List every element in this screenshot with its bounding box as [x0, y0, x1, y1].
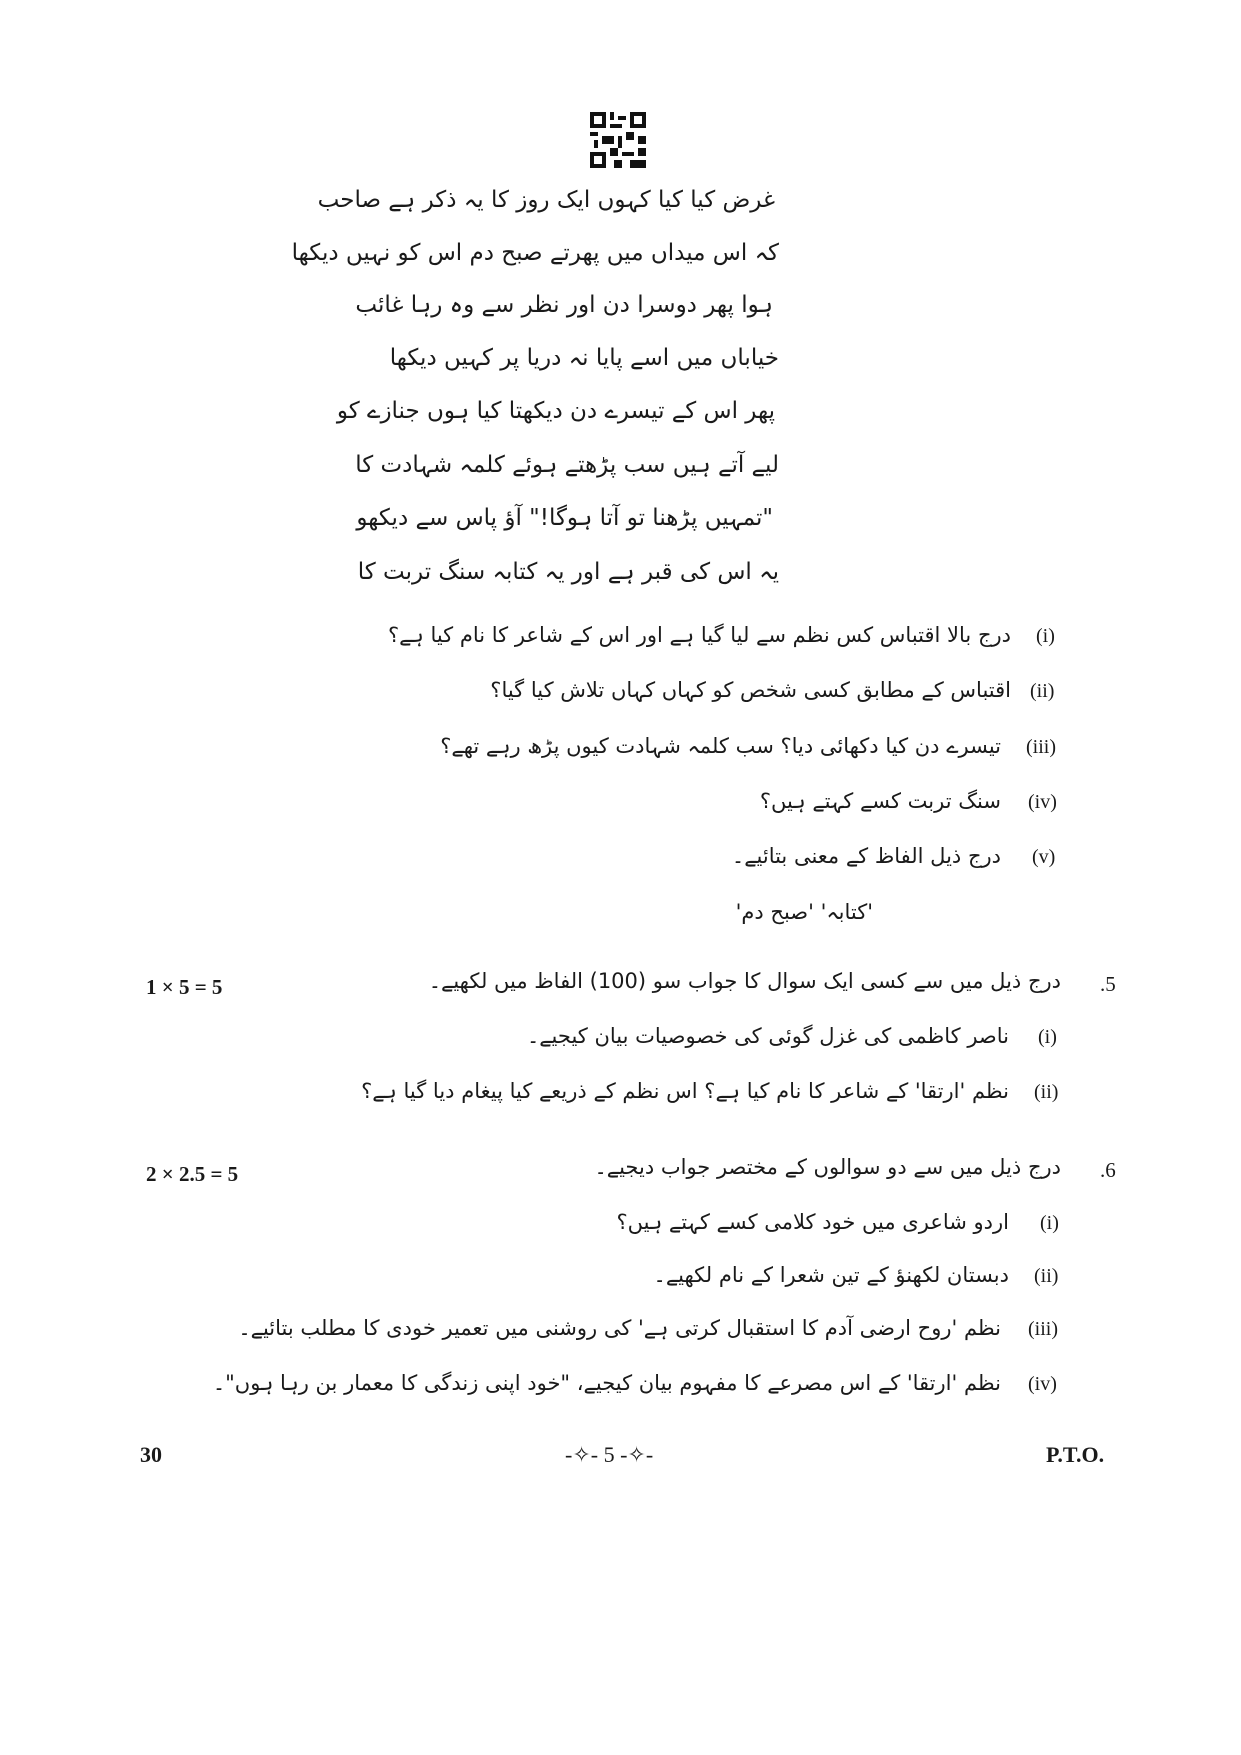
verse-line: "تمہیں پڑھنا تو آتا ہوگا!" آؤ پاس سے دیکھو	[356, 505, 773, 531]
verse-line: خیاباں میں اسے پایا نہ دریا پر کہیں دیکھا	[389, 345, 779, 371]
verse-line: غرض کیا کیا کہوں ایک روز کا یہ ذکر ہے صاحب	[317, 187, 775, 213]
marks-label: 2 × 2.5 = 5	[146, 1162, 239, 1186]
pto-label: P.T.O.	[1046, 1442, 1105, 1467]
sub-question: سنگ تربت کسے کہتے ہیں؟	[759, 789, 1001, 813]
question-number: .6	[1100, 1158, 1116, 1182]
sub-question: تیسرے دن کیا دکھائی دیا؟ سب کلمہ شہادت کیوں پڑھ رہے تھے؟	[440, 734, 1001, 758]
paper-code: 30	[140, 1442, 162, 1467]
sub-number: (iv)	[1028, 791, 1057, 813]
sub-question: دبستان لکھنؤ کے تین شعرا کے نام لکھیے۔	[653, 1263, 1009, 1287]
verse-line: پھر اس کے تیسرے دن دیکھتا کیا ہوں جنازے کو	[336, 398, 775, 424]
question-number: .5	[1100, 972, 1116, 996]
verse-line: ہوا پھر دوسرا دن اور نظر سے وہ رہا غائب	[355, 292, 773, 318]
sub-number: (i)	[1036, 625, 1055, 647]
marks-label: 1 × 5 = 5	[146, 975, 223, 999]
question-text: درج ذیل میں سے کسی ایک سوال کا جواب سو (100) الفاظ میں لکھیے۔	[428, 969, 1061, 993]
sub-number: (iii)	[1026, 736, 1056, 758]
sub-question: درج ذیل الفاظ کے معنی بتائیے۔	[731, 844, 1001, 868]
word-list: 'کتابہ' 'صبح دم'	[735, 900, 873, 924]
sub-question: نظم 'روح ارضی آدم کا استقبال کرتی ہے' کی روشنی میں تعمیر خودی کا مطلب بتائیے۔	[238, 1316, 1001, 1340]
sub-number: (ii)	[1030, 680, 1055, 702]
sub-number: (ii)	[1034, 1081, 1059, 1103]
sub-question: درج بالا اقتباس کس نظم سے لیا گیا ہے اور اس کے شاعر کا نام کیا ہے؟	[388, 623, 1011, 647]
verse-line: کہ اس میداں میں پھرتے صبح دم اس کو نہیں دیکھا	[291, 240, 779, 266]
sub-number: (iv)	[1028, 1373, 1057, 1395]
qr-code	[590, 112, 646, 168]
sub-question: اقتباس کے مطابق کسی شخص کو کہاں کہاں تلاش کیا گیا؟	[490, 678, 1011, 702]
page-number: -✧- 5 -✧-	[565, 1442, 654, 1467]
sub-number: (i)	[1038, 1026, 1057, 1048]
sub-question: نظم 'ارتقا' کے شاعر کا نام کیا ہے؟ اس نظم کے ذریعے کیا پیغام دیا گیا ہے؟	[361, 1079, 1009, 1103]
verse-line: لیے آتے ہیں سب پڑھتے ہوئے کلمہ شہادت کا	[355, 452, 779, 478]
sub-question: اردو شاعری میں خود کلامی کسے کہتے ہیں؟	[616, 1210, 1009, 1234]
sub-number: (iii)	[1028, 1318, 1058, 1340]
sub-number: (ii)	[1034, 1265, 1059, 1287]
sub-number: (i)	[1040, 1212, 1059, 1234]
sub-question: ناصر کاظمی کی غزل گوئی کی خصوصیات بیان کیجیے۔	[526, 1024, 1009, 1048]
question-text: درج ذیل میں سے دو سوالوں کے مختصر جواب دیجیے۔	[594, 1155, 1061, 1179]
verse-line: یہ اس کی قبر ہے اور یہ کتابہ سنگ تربت کا	[357, 559, 779, 585]
sub-number: (v)	[1032, 846, 1056, 868]
sub-question: نظم 'ارتقا' کے اس مصرعے کا مفہوم بیان کیجیے، "خود اپنی زندگی کا معمار بن رہا ہوں"۔	[212, 1371, 1001, 1395]
